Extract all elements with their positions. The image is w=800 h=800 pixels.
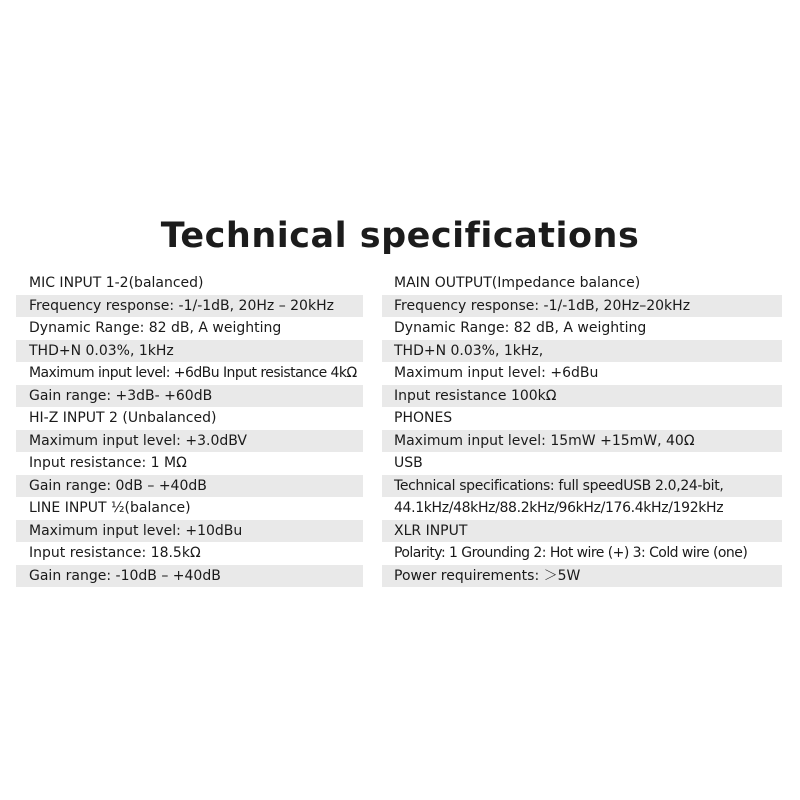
spec-row-usb-sample-rates: 44.1kHz/48kHz/88.2kHz/96kHz/176.4kHz/192kHz — [394, 500, 724, 516]
spec-row-line-input-resistance: Input resistance: 18.5kΩ — [29, 545, 201, 561]
spec-row-mic-dynamic-range: Dynamic Range: 82 dB, A weighting — [29, 320, 282, 336]
right-spec-column — [382, 272, 782, 587]
spec-row-main-output-heading: MAIN OUTPUT(Impedance balance) — [394, 275, 641, 291]
spec-row-hiz-input-heading: HI-Z INPUT 2 (Unbalanced) — [29, 410, 217, 426]
spec-row-line-max-input: Maximum input level: +10dBu — [16, 520, 363, 543]
spec-row-main-dynamic-range: Dynamic Range: 82 dB, A weighting — [394, 320, 647, 336]
spec-row-mic-input-heading: MIC INPUT 1-2(balanced) — [29, 275, 204, 291]
left-spec-column — [16, 272, 363, 587]
spec-row-main-frequency-response: Frequency response: -1/-1dB, 20Hz–20kHz — [382, 295, 782, 318]
spec-row-main-thd: THD+N 0.03%, 1kHz, — [382, 340, 782, 363]
spec-row-usb-technical-specs: Technical specifications: full speedUSB 2.0,24-bit, — [382, 475, 782, 498]
spec-row-main-input-resistance: Input resistance 100kΩ — [382, 385, 782, 408]
spec-row-mic-frequency-response: Frequency response: -1/-1dB, 20Hz – 20kHz — [16, 295, 363, 318]
spec-row-phones-max-input: Maximum input level: 15mW +15mW, 40Ω — [382, 430, 782, 453]
spec-row-hiz-max-input: Maximum input level: +3.0dBV — [16, 430, 363, 453]
page-title: Technical specifications — [160, 216, 640, 256]
spec-row-phones-heading: PHONES — [394, 410, 453, 426]
spec-row-mic-thd: THD+N 0.03%, 1kHz — [16, 340, 363, 363]
spec-row-hiz-gain-range: Gain range: 0dB – +40dB — [16, 475, 363, 498]
spec-row-mic-gain-range: Gain range: +3dB- +60dB — [16, 385, 363, 408]
spec-row-line-gain-range: Gain range: -10dB – +40dB — [16, 565, 363, 588]
spec-row-usb-heading: USB — [394, 455, 423, 471]
spec-row-hiz-input-resistance: Input resistance: 1 MΩ — [29, 455, 187, 471]
spec-row-mic-max-input: Maximum input level: +6dBu Input resistance 4kΩ — [29, 365, 357, 381]
spec-row-xlr-input-heading: XLR INPUT — [382, 520, 782, 543]
spec-row-line-input-heading: LINE INPUT ½(balance) — [29, 500, 191, 516]
spec-row-power-requirements: Power requirements: ＞5W — [382, 565, 782, 588]
spec-row-xlr-polarity: Polarity: 1 Grounding 2: Hot wire (+) 3: Cold wire (one) — [394, 545, 748, 561]
spec-row-main-max-input: Maximum input level: +6dBu — [394, 365, 599, 381]
